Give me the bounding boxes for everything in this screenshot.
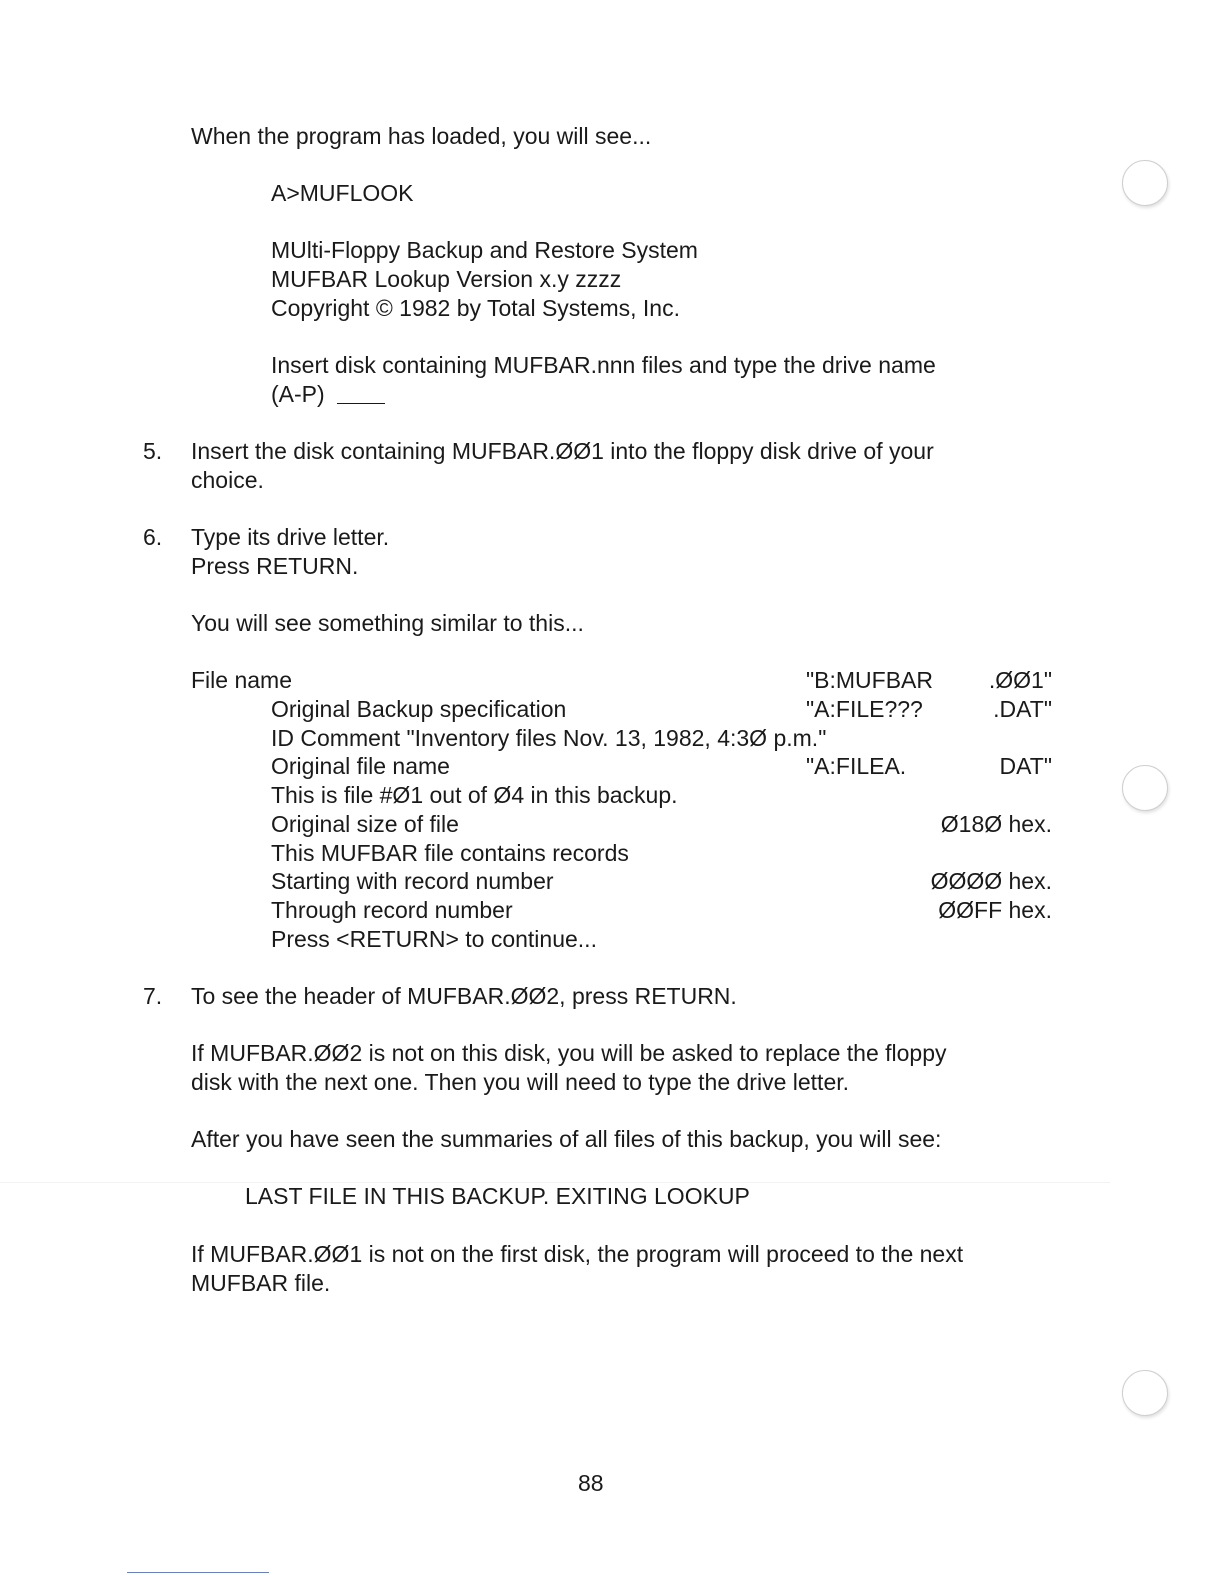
similar-text: You will see something similar to this... (191, 610, 584, 636)
binder-hole-bottom (1122, 1370, 1168, 1416)
para3-line-1: If MUFBAR.ØØ1 is not on the first disk, the program will proceed to the next (191, 1241, 964, 1267)
para1-line-1: If MUFBAR.ØØ2 is not on this disk, you will be asked to replace the floppy (191, 1040, 947, 1066)
step-6-line-1: Type its drive letter. (191, 524, 390, 550)
para2: After you have seen the summaries of all files of this backup, you will see: (191, 1126, 942, 1152)
screen-line-3: Copyright © 1982 by Total Systems, Inc. (271, 295, 680, 321)
through-record-label: Through record number (271, 897, 513, 923)
orig-spec-value: "A:FILE??? (806, 696, 923, 722)
step-number-6: 6. (143, 524, 163, 550)
binder-hole-top (1122, 160, 1168, 206)
step-5-line-1: Insert the disk containing MUFBAR.ØØ1 into the floppy disk drive of your (191, 438, 934, 464)
insert-line-1: Insert disk containing MUFBAR.nnn files and type the drive name (271, 352, 936, 378)
step-7-line-1: To see the header of MUFBAR.ØØ2, press RETURN. (191, 983, 737, 1009)
contains-records-line: This MUFBAR file contains records (271, 840, 629, 866)
insert-line-2 (271, 380, 385, 409)
file-count-line: This is file #Ø1 out of Ø4 in this backup. (271, 782, 678, 808)
exit-message: LAST FILE IN THIS BACKUP. EXITING LOOKUP (245, 1183, 750, 1209)
screen-line-1: MUlti-Floppy Backup and Restore System (271, 237, 698, 263)
drive-range: (A-P) (271, 381, 325, 407)
footer-rule (127, 1572, 269, 1573)
orig-size-value: Ø18Ø hex. (940, 811, 1052, 837)
screen-line-2: MUFBAR Lookup Version x.y zzzz (271, 266, 622, 292)
orig-size-label: Original size of file (271, 811, 459, 837)
press-return-line: Press <RETURN> to continue... (271, 926, 597, 952)
orig-name-label: Original file name (271, 753, 450, 779)
step-6-line-2: Press RETURN. (191, 553, 359, 579)
binder-hole-middle (1122, 765, 1168, 811)
para3-line-2: MUFBAR file. (191, 1270, 331, 1296)
file-name-extension: .ØØ1" (988, 667, 1052, 693)
step-number-5: 5. (143, 438, 163, 464)
file-name-label: File name (191, 667, 292, 693)
intro-text: When the program has loaded, you will see... (191, 123, 652, 149)
file-name-value: "B:MUFBAR (806, 667, 934, 693)
step-number-7: 7. (143, 983, 163, 1009)
orig-spec-label: Original Backup specification (271, 696, 567, 722)
page-number: 88 (578, 1470, 604, 1496)
screen-prompt: A>MUFLOOK (271, 180, 414, 206)
through-record-value: ØØFF hex. (938, 897, 1052, 923)
start-record-label: Starting with record number (271, 868, 554, 894)
input-blank (337, 403, 385, 404)
orig-spec-extension: .DAT" (993, 696, 1052, 722)
id-comment: ID Comment "Inventory files Nov. 13, 1982, 4:3Ø p.m." (271, 725, 827, 751)
start-record-value: ØØØØ hex. (930, 868, 1052, 894)
step-5-line-2: choice. (191, 467, 264, 493)
orig-name-extension: DAT" (999, 753, 1052, 779)
orig-name-value: "A:FILEA. (806, 753, 907, 779)
para1-line-2: disk with the next one. Then you will need to type the drive letter. (191, 1069, 850, 1095)
